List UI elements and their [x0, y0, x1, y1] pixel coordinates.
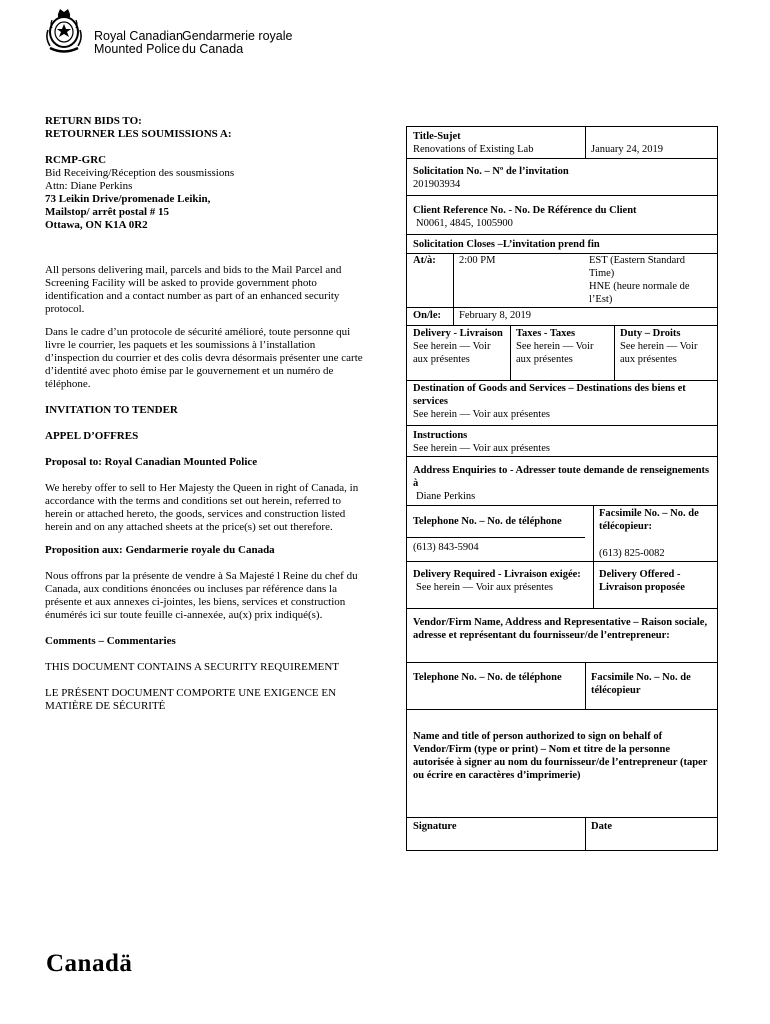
authorized-person-label: Name and title of person authorized to sign on behalf of Vendor/Firm (type or print) – Nom et titre de la personne autorisée à signer au nom du fournisseur/de l’entrepreneur (taper ou écrire en caractères d’imprimerie): [413, 731, 708, 781]
org-name-fr: [182, 30, 292, 56]
invitation-title-fr: APPEL D’OFFRES: [45, 430, 139, 442]
client-ref-cell: [407, 204, 717, 230]
instructions-cell: [407, 429, 717, 455]
on-label: On/le:: [413, 310, 441, 321]
solicitation-cell: [407, 165, 717, 191]
closes-label-text: Solicitation Closes –L’invitation prend fin: [413, 239, 600, 250]
destination-label: Destination of Goods and Services – Destinations des biens et services: [413, 383, 686, 407]
org-name-en: [94, 30, 183, 56]
duty-label: Duty – Droits: [620, 328, 681, 339]
canada-wordmark: Canadä: [46, 950, 133, 977]
telephone-value: (613) 843-5904: [413, 542, 479, 553]
address-line-4: Mailstop/ arrêt postal # 15: [45, 206, 170, 218]
destination-cell: [407, 382, 717, 421]
signature-label: Signature: [413, 821, 457, 832]
enquiries-label: Address Enquiries to - Adresser toute demande de renseignements à: [413, 465, 710, 489]
taxes-label: Taxes - Taxes: [516, 328, 576, 339]
org-name-en-line1: Royal Canadian: [94, 29, 183, 43]
delivery-cell: [407, 327, 510, 366]
telephone-label: Telephone No. – No. de téléphone: [413, 516, 562, 527]
taxes-cell: [510, 327, 614, 366]
org-name-en-line2: Mounted Police: [94, 42, 181, 56]
return-bids-fr: RETOURNER LES SOUMISSIONS A:: [45, 128, 232, 140]
client-ref-label: Client Reference No. - No. De Référence du Client: [413, 205, 637, 216]
security-notice-fr: Dans le cadre d’un protocole de sécurité amélioré, toute personne qui livre le courrier, les paquets et les soumissions à l’installation d’inspection du courrier et des colis devra désormais présenter une carte d’identité avec photo émise par le gouvernement et un numéro de téléphone.: [45, 326, 363, 390]
delivery-required-cell: [407, 568, 593, 594]
left-column: [45, 115, 370, 713]
org-name-fr-line2: du Canada: [182, 42, 244, 56]
security-requirement-en: THIS DOCUMENT CONTAINS A SECURITY REQUIREMENT: [45, 661, 339, 673]
enquiries-cell: [407, 464, 717, 503]
issue-date: January 24, 2019: [591, 144, 664, 155]
vendor-telephone-label: Telephone No. – No. de téléphone: [413, 672, 562, 683]
rcmp-crest-icon: [44, 8, 84, 56]
duty-value: See herein — Voir aux présentes: [620, 341, 698, 365]
recipient: RCMP-GRC: [45, 154, 107, 166]
enquiries-value: Diane Perkins: [416, 491, 476, 502]
offer-text-en: We hereby offer to sell to Her Majesty the Queen in right of Canada, in accordance with the terms and conditions set out herein, referred to herein or attached hereto, the goods, services and construction listed herein and on any attached sheets at the price(s) set out therefore.: [45, 482, 359, 533]
address-line-1: Bid Receiving/Réception des sousmissions: [45, 167, 235, 179]
solicitation-label: Solicitation No. – Nº de l’invitation: [413, 166, 569, 177]
offer-text-fr: Nous offrons par la présente de vendre à Sa Majesté l Reine du chef du Canada, aux conditions énoncées ou incluses par référence dans la présente et aux annexes ci-jointes, les biens, services et construction énumérés ici sur toute feuille ci-annexée, au(x) prix indiqué(s).: [45, 570, 358, 621]
proposition-fr: Proposition aux: Gendarmerie royale du Canada: [45, 544, 275, 556]
destination-value: See herein — Voir aux présentes: [413, 409, 550, 420]
on-date: February 8, 2019: [459, 310, 532, 321]
timezone-fr: HNE (heure normale de l’Est): [589, 281, 690, 305]
date-cell: [585, 143, 717, 156]
date-label: Date: [591, 821, 612, 832]
client-ref-value: N0061, 4845, 1005900: [416, 218, 513, 229]
delivery-offered-label: Delivery Offered - Livraison proposée: [599, 569, 685, 593]
return-bids-en: RETURN BIDS TO:: [45, 115, 142, 127]
fax-value: (613) 825-0082: [599, 548, 665, 559]
instructions-value: See herein — Voir aux présentes: [413, 443, 550, 454]
vendor-fax-label: Facsimile No. – No. de télécopieur: [591, 672, 691, 696]
fax-label: Facsimile No. – No. de télécopieur:: [599, 508, 699, 532]
timezone-en: EST (Eastern Standard Time): [589, 255, 686, 279]
delivery-required-value: See herein — Voir aux présentes: [416, 582, 553, 593]
duty-cell: [614, 327, 717, 366]
at-time: 2:00 PM: [459, 255, 496, 266]
title-value: Renovations of Existing Lab: [413, 144, 534, 155]
delivery-required-label: Delivery Required - Livraison exigée:: [413, 569, 581, 580]
title-cell: [407, 130, 585, 156]
title-label: Title-Sujet: [413, 131, 461, 142]
solicitation-value: 201903934: [413, 179, 461, 190]
delivery-label: Delivery - Livraison: [413, 328, 503, 339]
invitation-title-en: INVITATION TO TENDER: [45, 404, 178, 416]
instructions-label: Instructions: [413, 430, 468, 441]
taxes-value: See herein — Voir aux présentes: [516, 341, 594, 365]
at-label: At/à:: [413, 255, 436, 266]
address-line-2: Attn: Diane Perkins: [45, 180, 133, 192]
comments-heading: Comments – Commentaries: [45, 635, 176, 647]
address-line-3: 73 Leikin Drive/promenade Leikin,: [45, 193, 211, 205]
timezone-cell: [583, 254, 717, 306]
org-name-fr-line1: Gendarmerie royale: [182, 29, 293, 43]
vendor-label: Vendor/Firm Name, Address and Representative – Raison sociale, adresse et représentant du fournisseur/de l’entrepreneur:: [413, 617, 708, 641]
tender-form: [406, 126, 718, 851]
security-requirement-fr: LE PRÉSENT DOCUMENT COMPORTE UNE EXIGENCE EN MATIÈRE DE SÉCURITÉ: [45, 687, 337, 712]
closes-label: [407, 238, 717, 251]
proposal-to: Proposal to: Royal Canadian Mounted Police: [45, 456, 258, 468]
address-line-5: Ottawa, ON K1A 0R2: [45, 219, 148, 231]
delivery-value: See herein — Voir aux présentes: [413, 341, 491, 365]
security-notice-en: All persons delivering mail, parcels and bids to the Mail Parcel and Screening Facility will be asked to provide government photo identification and a contact number as part of an enhanced security protocol.: [45, 264, 342, 315]
